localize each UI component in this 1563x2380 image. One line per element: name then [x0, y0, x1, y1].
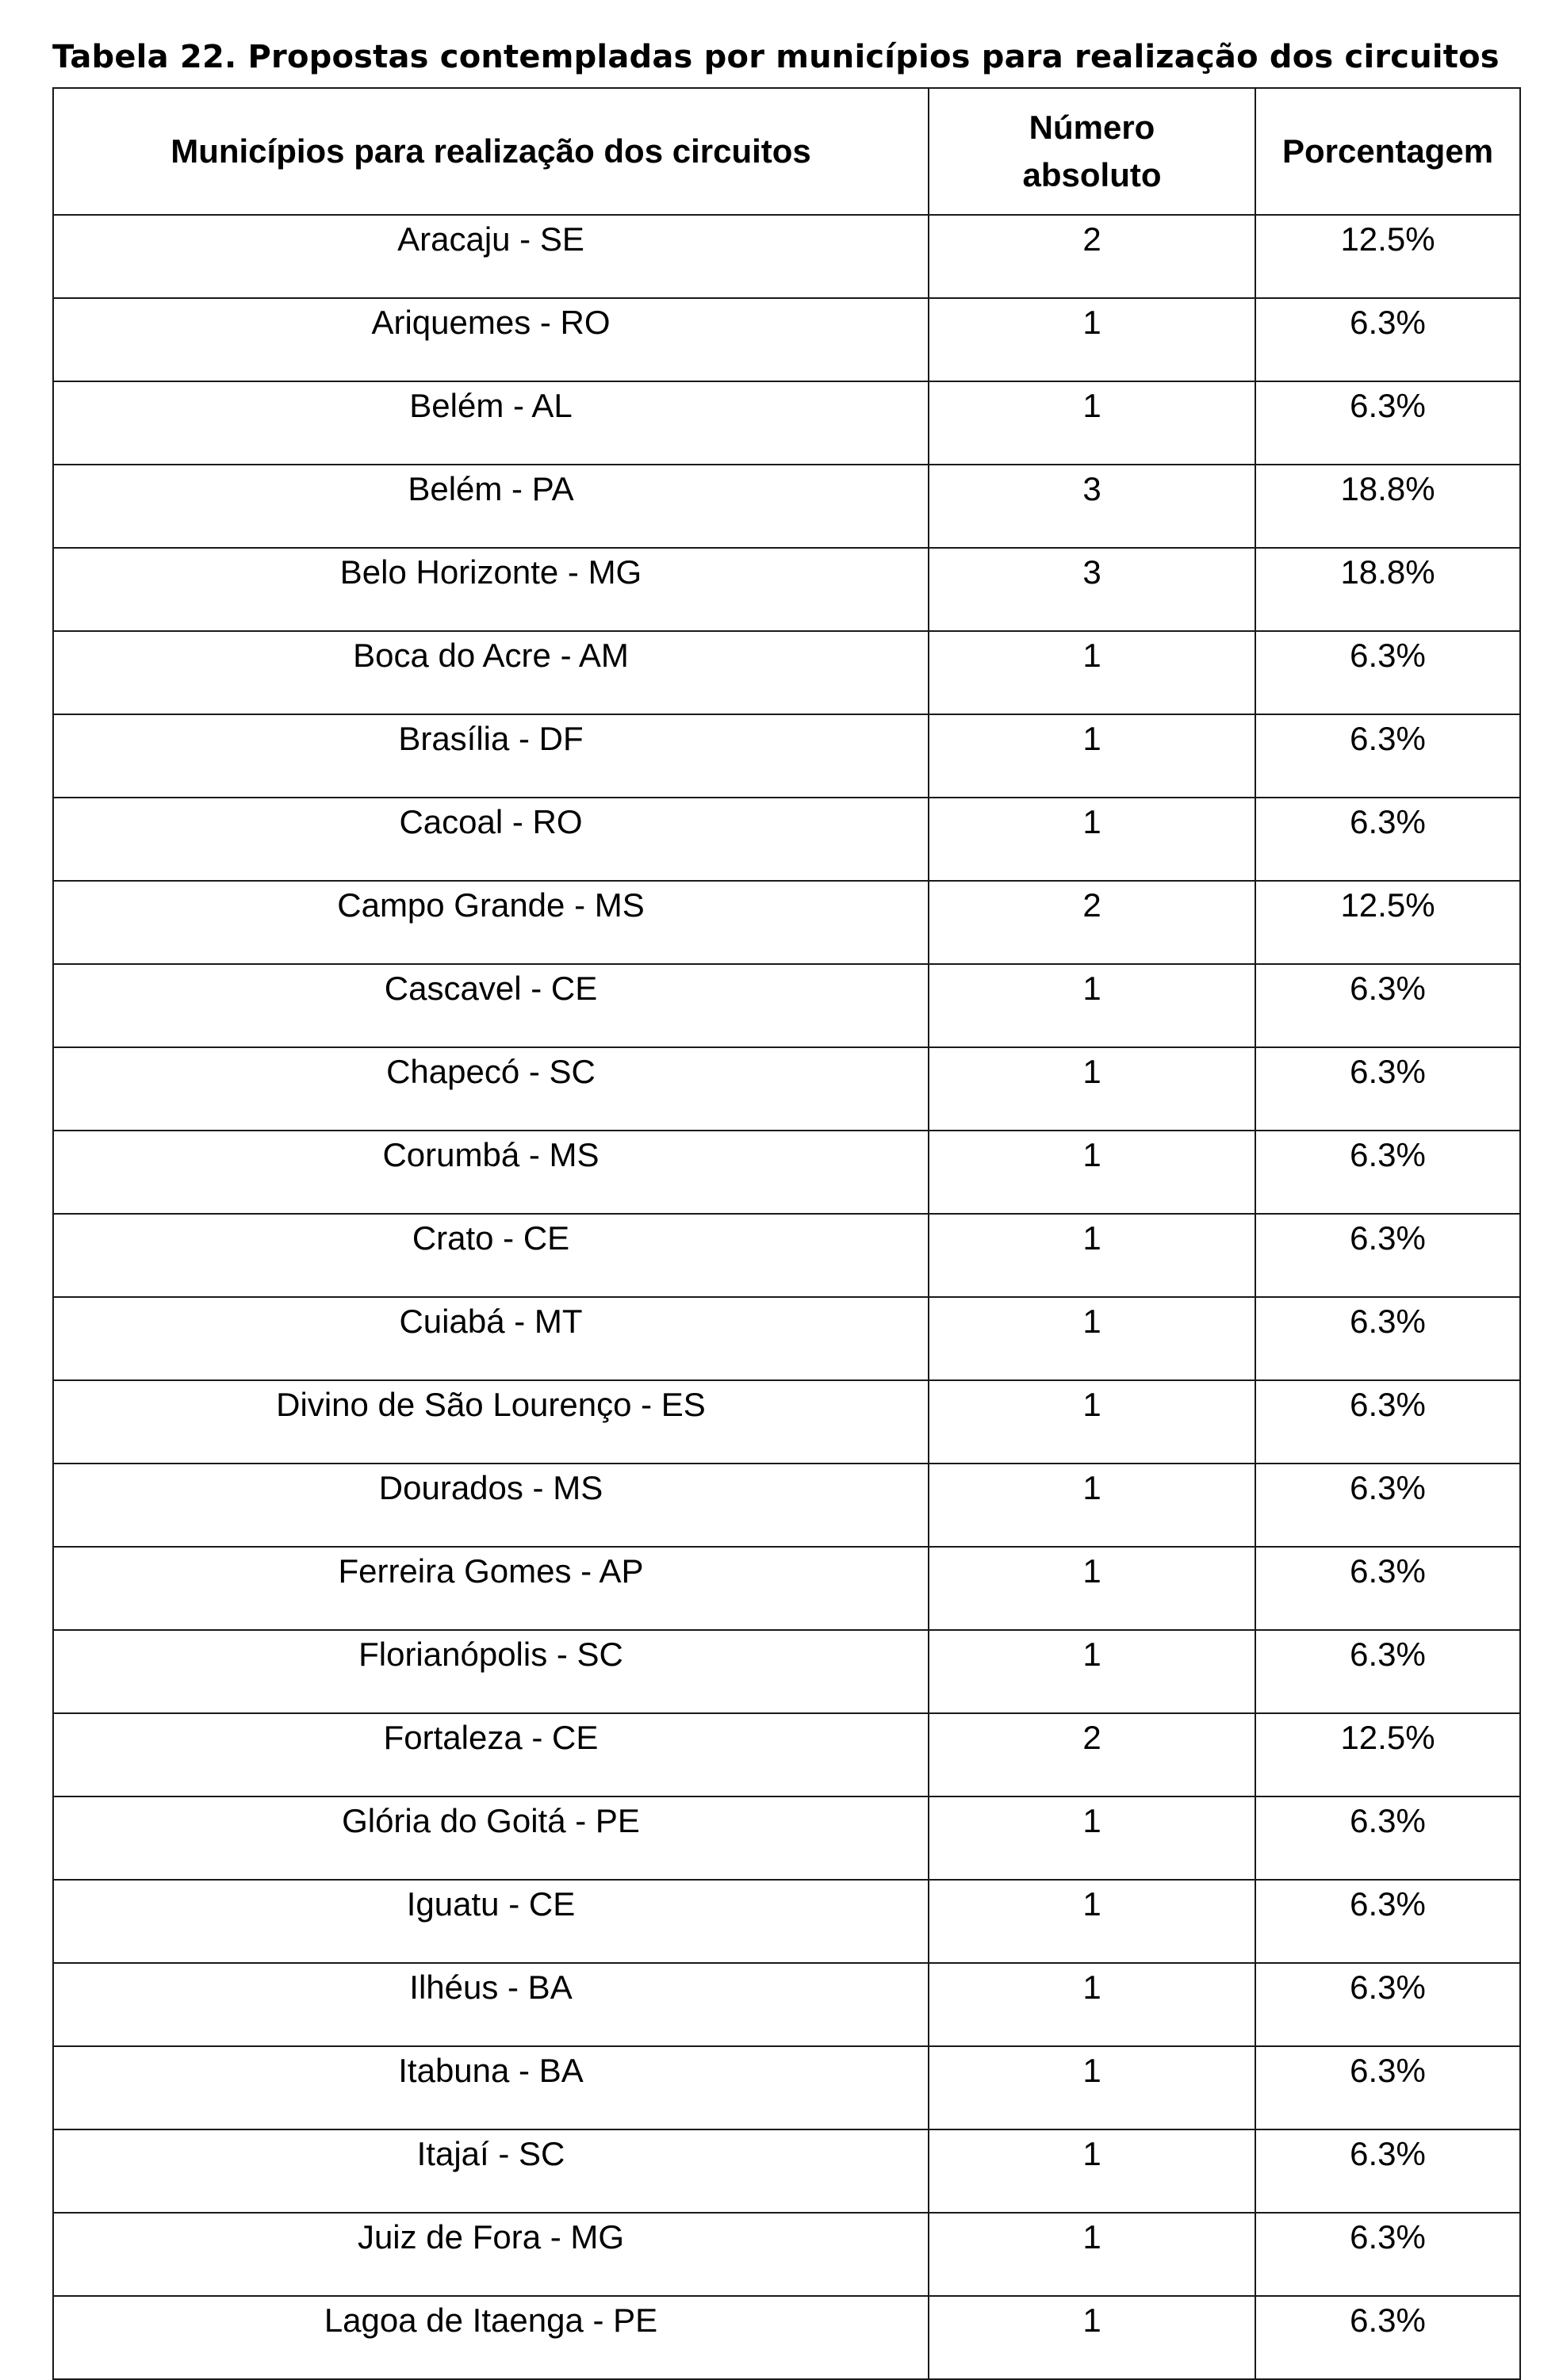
cell-municipio: Boca do Acre - AM — [53, 631, 929, 714]
table-row — [53, 2046, 1520, 2129]
table-title: Tabela 22. Propostas contempladas por municípios para realização dos circuitos — [52, 39, 1500, 75]
cell-numero: 1 — [929, 798, 1255, 881]
cell-porcentagem: 12.5% — [1255, 215, 1520, 298]
header-porcentagem: Porcentagem — [1255, 88, 1520, 215]
cell-numero: 2 — [929, 1713, 1255, 1796]
cell-numero: 1 — [929, 2296, 1255, 2379]
cell-porcentagem: 12.5% — [1255, 1713, 1520, 1796]
cell-porcentagem: 6.3% — [1255, 2296, 1520, 2379]
municipios-table — [52, 87, 1521, 2380]
cell-municipio: Belém - PA — [53, 465, 929, 548]
cell-municipio: Corumbá - MS — [53, 1131, 929, 1214]
cell-municipio: Divino de São Lourenço - ES — [53, 1380, 929, 1464]
cell-numero: 1 — [929, 1297, 1255, 1380]
cell-municipio: Cascavel - CE — [53, 964, 929, 1047]
cell-porcentagem: 6.3% — [1255, 1796, 1520, 1880]
table-row — [53, 2296, 1520, 2379]
cell-porcentagem: 6.3% — [1255, 798, 1520, 881]
cell-porcentagem: 6.3% — [1255, 1547, 1520, 1630]
cell-municipio: Juiz de Fora - MG — [53, 2213, 929, 2296]
cell-numero: 1 — [929, 1131, 1255, 1214]
cell-porcentagem: 6.3% — [1255, 1131, 1520, 1214]
cell-numero: 1 — [929, 298, 1255, 381]
cell-porcentagem: 6.3% — [1255, 2213, 1520, 2296]
table-row — [53, 1380, 1520, 1464]
cell-numero: 3 — [929, 548, 1255, 631]
cell-porcentagem: 6.3% — [1255, 1380, 1520, 1464]
cell-municipio: Ilhéus - BA — [53, 1963, 929, 2046]
table-header-row — [53, 88, 1520, 215]
cell-numero: 1 — [929, 1880, 1255, 1963]
table-row — [53, 381, 1520, 465]
table-row — [53, 298, 1520, 381]
table-row — [53, 964, 1520, 1047]
cell-porcentagem: 6.3% — [1255, 1047, 1520, 1131]
header-municipios: Municípios para realização dos circuitos — [53, 88, 929, 215]
cell-numero: 1 — [929, 714, 1255, 798]
table-body — [53, 215, 1520, 2379]
cell-porcentagem: 6.3% — [1255, 631, 1520, 714]
cell-numero: 1 — [929, 2046, 1255, 2129]
cell-numero: 1 — [929, 1963, 1255, 2046]
cell-numero: 1 — [929, 1547, 1255, 1630]
cell-municipio: Campo Grande - MS — [53, 881, 929, 964]
cell-numero: 1 — [929, 1380, 1255, 1464]
table-row — [53, 1131, 1520, 1214]
table-row — [53, 798, 1520, 881]
cell-numero: 1 — [929, 964, 1255, 1047]
cell-porcentagem: 6.3% — [1255, 1630, 1520, 1713]
cell-municipio: Florianópolis - SC — [53, 1630, 929, 1713]
cell-municipio: Ferreira Gomes - AP — [53, 1547, 929, 1630]
cell-numero: 1 — [929, 2213, 1255, 2296]
cell-porcentagem: 18.8% — [1255, 465, 1520, 548]
cell-municipio: Cuiabá - MT — [53, 1297, 929, 1380]
cell-municipio: Cacoal - RO — [53, 798, 929, 881]
cell-numero: 1 — [929, 1630, 1255, 1713]
cell-porcentagem: 6.3% — [1255, 1880, 1520, 1963]
table-row — [53, 1713, 1520, 1796]
table-row — [53, 548, 1520, 631]
table-row — [53, 1464, 1520, 1547]
cell-porcentagem: 6.3% — [1255, 1963, 1520, 2046]
cell-porcentagem: 6.3% — [1255, 964, 1520, 1047]
header-numero-line2: absoluto — [1022, 156, 1162, 193]
table-row — [53, 1547, 1520, 1630]
table-row — [53, 1880, 1520, 1963]
cell-municipio: Dourados - MS — [53, 1464, 929, 1547]
cell-municipio: Iguatu - CE — [53, 1880, 929, 1963]
table-row — [53, 631, 1520, 714]
table-row — [53, 2129, 1520, 2213]
cell-numero: 1 — [929, 1047, 1255, 1131]
cell-municipio: Chapecó - SC — [53, 1047, 929, 1131]
table-row — [53, 714, 1520, 798]
cell-porcentagem: 6.3% — [1255, 2129, 1520, 2213]
cell-porcentagem: 6.3% — [1255, 1297, 1520, 1380]
cell-porcentagem: 6.3% — [1255, 2046, 1520, 2129]
table-row — [53, 215, 1520, 298]
cell-porcentagem: 6.3% — [1255, 714, 1520, 798]
table-row — [53, 881, 1520, 964]
cell-municipio: Lagoa de Itaenga - PE — [53, 2296, 929, 2379]
cell-municipio: Belém - AL — [53, 381, 929, 465]
table-row — [53, 2213, 1520, 2296]
cell-municipio: Glória do Goitá - PE — [53, 1796, 929, 1880]
cell-numero: 1 — [929, 381, 1255, 465]
cell-numero: 2 — [929, 881, 1255, 964]
cell-numero: 1 — [929, 1796, 1255, 1880]
cell-municipio: Fortaleza - CE — [53, 1713, 929, 1796]
table-row — [53, 1796, 1520, 1880]
cell-municipio: Itajaí - SC — [53, 2129, 929, 2213]
cell-porcentagem: 6.3% — [1255, 1464, 1520, 1547]
table-row — [53, 1214, 1520, 1297]
cell-porcentagem: 6.3% — [1255, 381, 1520, 465]
table-row — [53, 1630, 1520, 1713]
cell-municipio: Crato - CE — [53, 1214, 929, 1297]
cell-municipio: Itabuna - BA — [53, 2046, 929, 2129]
header-numero-absoluto — [929, 88, 1255, 215]
cell-municipio: Aracaju - SE — [53, 215, 929, 298]
header-numero-line1: Número — [1029, 109, 1155, 146]
table-row — [53, 1963, 1520, 2046]
cell-porcentagem: 6.3% — [1255, 298, 1520, 381]
cell-municipio: Brasília - DF — [53, 714, 929, 798]
cell-municipio: Ariquemes - RO — [53, 298, 929, 381]
table-row — [53, 1297, 1520, 1380]
cell-numero: 1 — [929, 631, 1255, 714]
table-row — [53, 465, 1520, 548]
cell-numero: 3 — [929, 465, 1255, 548]
cell-numero: 1 — [929, 2129, 1255, 2213]
table-row — [53, 1047, 1520, 1131]
cell-numero: 2 — [929, 215, 1255, 298]
cell-numero: 1 — [929, 1464, 1255, 1547]
cell-municipio: Belo Horizonte - MG — [53, 548, 929, 631]
cell-porcentagem: 18.8% — [1255, 548, 1520, 631]
cell-numero: 1 — [929, 1214, 1255, 1297]
cell-porcentagem: 6.3% — [1255, 1214, 1520, 1297]
cell-porcentagem: 12.5% — [1255, 881, 1520, 964]
